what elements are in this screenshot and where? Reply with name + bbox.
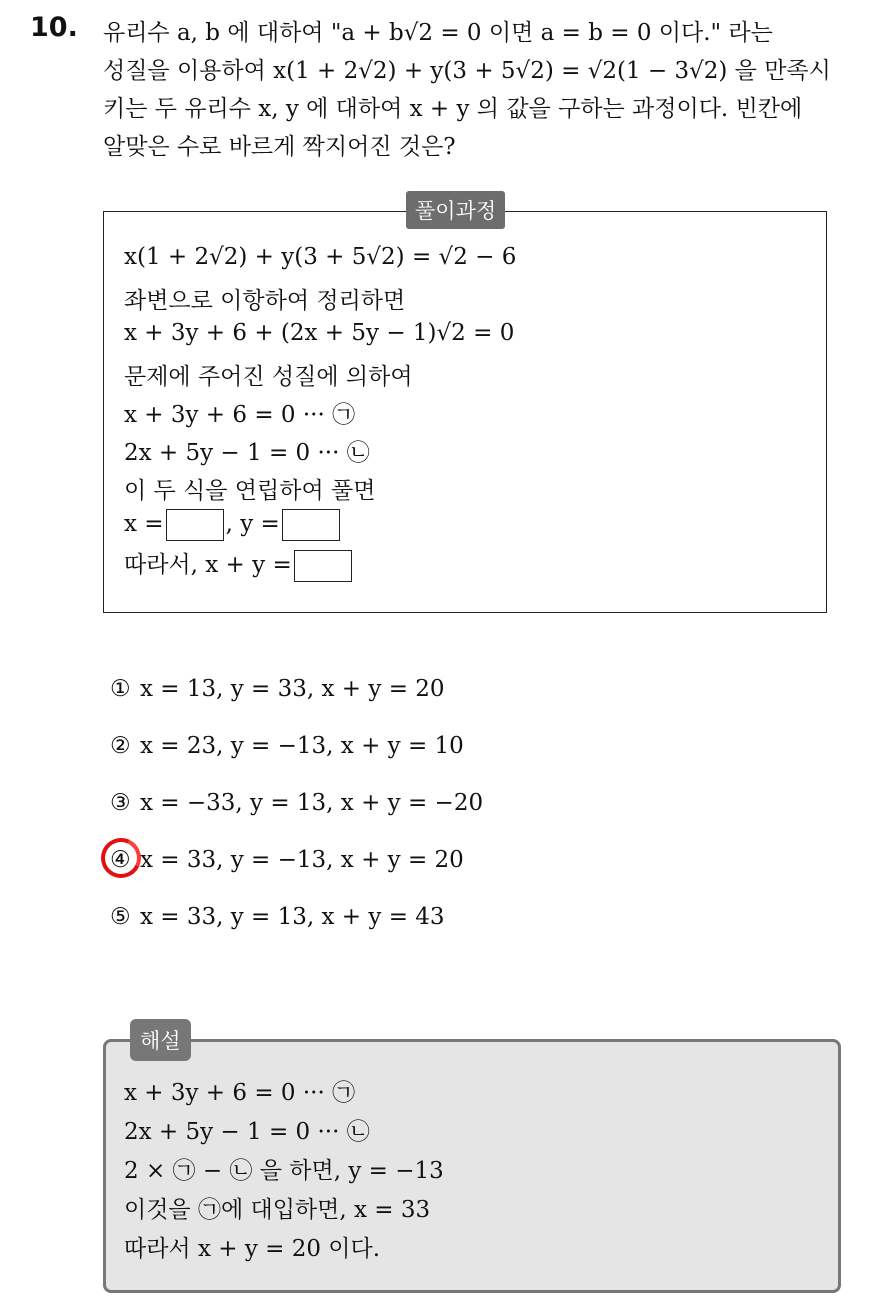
question-text <box>103 14 863 166</box>
solution-line-2: 좌변으로 이항하여 정리하면 <box>124 288 406 314</box>
explanation-line-5: 따라서 x + y = 20 이다. <box>124 1236 381 1262</box>
blank-separator: , <box>225 511 233 537</box>
x-blank-box <box>166 509 224 541</box>
choice-text: x = 23, y = −13, x + y = 10 <box>140 733 464 759</box>
sum-blank-box <box>294 550 352 582</box>
final-prefix: 따라서, x + y = <box>124 552 292 578</box>
solution-line-7: 이 두 식을 연립하여 풀면 <box>124 478 376 504</box>
question-line-4: 알맞은 수로 바르게 짝지어진 것은? <box>103 134 456 160</box>
x-equals-label: x = <box>124 511 164 537</box>
solution-line-6: 2x + 5y − 1 = 0 ··· ㉡ <box>124 440 370 466</box>
choice-text: x = −33, y = 13, x + y = −20 <box>140 790 484 816</box>
question-number: 10. <box>30 12 78 43</box>
choice-number: ⑤ <box>110 904 131 930</box>
choice-number: ① <box>110 676 131 702</box>
choice-4[interactable] <box>110 847 464 873</box>
choice-3[interactable] <box>110 790 483 816</box>
choice-2[interactable] <box>110 733 464 759</box>
solution-line-3: x + 3y + 6 + (2x + 5y − 1)√2 = 0 <box>124 320 515 346</box>
question-line-1: 유리수 a, b 에 대하여 "a + b√2 = 0 이면 a = b = 0 이다." 라는 <box>103 20 773 46</box>
choice-5[interactable] <box>110 904 445 930</box>
choice-number: ③ <box>110 790 131 816</box>
choice-text: x = 33, y = −13, x + y = 20 <box>140 847 464 873</box>
choice-text: x = 33, y = 13, x + y = 43 <box>140 904 445 930</box>
y-blank-box <box>282 509 340 541</box>
solution-line-5: x + 3y + 6 = 0 ··· ㉠ <box>124 402 356 428</box>
y-equals-label: y = <box>240 511 280 537</box>
explanation-line-2: 2x + 5y − 1 = 0 ··· ㉡ <box>124 1119 370 1145</box>
choice-number: ④ <box>110 847 131 873</box>
question-line-3: 키는 두 유리수 x, y 에 대하여 x + y 의 값을 구하는 과정이다. 빈칸에 <box>103 96 803 122</box>
solution-line-1: x(1 + 2√2) + y(3 + 5√2) = √2 − 6 <box>124 244 517 270</box>
solution-tab-label: 풀이과정 <box>406 191 505 229</box>
choice-text: x = 13, y = 33, x + y = 20 <box>140 676 445 702</box>
solution-final-line <box>124 546 354 582</box>
explanation-line-4: 이것을 ㉠에 대입하면, x = 33 <box>124 1197 431 1223</box>
explanation-tab-label: 해설 <box>130 1019 191 1061</box>
question-line-2: 성질을 이용하여 x(1 + 2√2) + y(3 + 5√2) = √2(1 − 3√2) 을 만족시 <box>103 58 831 84</box>
solution-blank-line <box>124 509 342 541</box>
choice-1[interactable] <box>110 676 445 702</box>
solution-line-4: 문제에 주어진 성질에 의하여 <box>124 364 413 390</box>
answer-mark-circle <box>95 832 146 883</box>
explanation-line-1: x + 3y + 6 = 0 ··· ㉠ <box>124 1080 356 1106</box>
choice-number: ② <box>110 733 131 759</box>
explanation-line-3: 2 × ㉠ − ㉡ 을 하면, y = −13 <box>124 1158 444 1184</box>
